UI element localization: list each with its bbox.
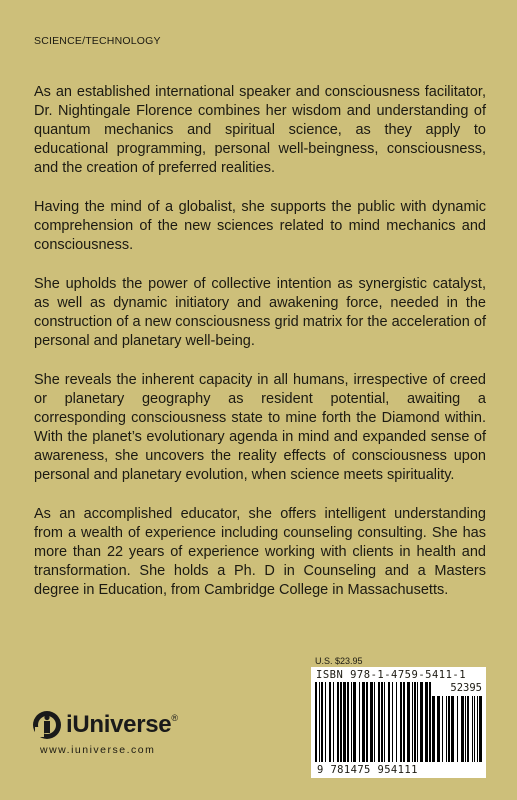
- barcode-bar: [432, 696, 435, 762]
- barcode-bar: [370, 682, 373, 762]
- barcode-bar: [414, 682, 416, 762]
- trademark-mark: ®: [171, 713, 178, 723]
- barcode-bar: [412, 682, 413, 762]
- barcode-bar: [446, 696, 447, 762]
- barcode-bar: [420, 682, 423, 762]
- barcode-bar: [333, 682, 334, 762]
- barcode-bar: [384, 682, 385, 762]
- barcode-bar: [437, 696, 440, 762]
- barcode-bar: [315, 682, 317, 762]
- barcode-bar: [461, 696, 464, 762]
- barcode-bar: [321, 682, 323, 762]
- barcode-addon-bars-icon: [432, 696, 482, 762]
- publisher-website: www.iuniverse.com: [40, 744, 156, 756]
- barcode-bar: [353, 682, 356, 762]
- publisher-logo: [32, 710, 178, 740]
- barcode-digits: 9 781475 954111: [317, 764, 418, 776]
- barcode-bar: [337, 682, 339, 762]
- barcode-bar: [467, 696, 469, 762]
- description-paragraph: Having the mind of a globalist, she supports the public with dynamic comprehension of the new sciences related to mind mechanics and consciousness.: [34, 199, 486, 253]
- barcode-bar: [351, 682, 352, 762]
- barcode-bars-icon: [315, 682, 431, 762]
- barcode-bar: [392, 682, 393, 762]
- barcode-bar: [425, 682, 428, 762]
- barcode-bar: [472, 696, 473, 762]
- price-label: U.S. $23.95: [315, 656, 363, 666]
- barcode-bar: [340, 682, 342, 762]
- description-paragraph: As an accomplished educator, she offers intelligent understanding from a wealth of experience including counseling consulting. She has more than 22 years of experience working with clients in health and transformation. She holds a Ph. D in Counseling and a Masters degree in Education, from Cambridge College in Massachusetts.: [34, 506, 486, 598]
- barcode-bar: [477, 696, 478, 762]
- barcode-bar: [448, 696, 450, 762]
- barcode-bar: [325, 682, 326, 762]
- description-paragraph: As an established international speaker and consciousness facilitator, Dr. Nightingale Florence combines her wisdom and understanding of quantum mechanics and spiritual science, as they apply to educational programming, personal well-beingness, consciousness, and the creation of preferred realities.: [34, 84, 486, 176]
- barcode-bar: [359, 682, 360, 762]
- publisher-name: [66, 711, 178, 739]
- barcode-bar: [457, 696, 458, 762]
- barcode-bar: [403, 682, 405, 762]
- barcode-bar: [396, 682, 397, 762]
- barcode-bar: [474, 696, 475, 762]
- barcode-bar: [362, 682, 365, 762]
- barcode-bar: [465, 696, 466, 762]
- barcode-bar: [451, 696, 454, 762]
- category-label: SCIENCE/TECHNOLOGY: [34, 35, 161, 47]
- barcode-price-code: 52395: [450, 682, 482, 694]
- barcode-bar: [407, 682, 410, 762]
- barcode-bar: [319, 682, 320, 762]
- iuniverse-logo-icon: [32, 710, 62, 740]
- publisher-name-text: iUniverse: [66, 711, 172, 738]
- back-cover-description: [34, 83, 486, 620]
- isbn-barcode: [311, 667, 486, 778]
- description-paragraph: She reveals the inherent capacity in all humans, irrespective of creed or planetary geography as resident potential, awaiting a corresponding consciousness state to mine forth the Diamond within. With the planet’s evolutionary agenda in mind and expanded sense of awareness, she uncovers the reality effects of consciousness upon personal and planetary evolution, when science meets spirituality.: [34, 372, 486, 483]
- barcode-bar: [429, 682, 431, 762]
- barcode-bar: [347, 682, 349, 762]
- isbn-number: ISBN 978-1-4759-5411-1: [316, 669, 467, 681]
- barcode-bar: [378, 682, 380, 762]
- barcode-bar: [374, 682, 375, 762]
- barcode-bar: [479, 696, 482, 762]
- barcode-bar: [417, 682, 418, 762]
- barcode-bar: [400, 682, 402, 762]
- barcode-bar: [442, 696, 443, 762]
- barcode-bar: [343, 682, 346, 762]
- description-paragraph: She upholds the power of collective intention as synergistic catalyst, as well as dynamic initiatory and awakening force, needed in the construction of a new consciousness grid matrix for the acceleration of personal and planetary well-being.: [34, 276, 486, 349]
- barcode-bar: [366, 682, 368, 762]
- barcode-bar: [381, 682, 383, 762]
- barcode-bar: [329, 682, 331, 762]
- barcode-bar: [388, 682, 390, 762]
